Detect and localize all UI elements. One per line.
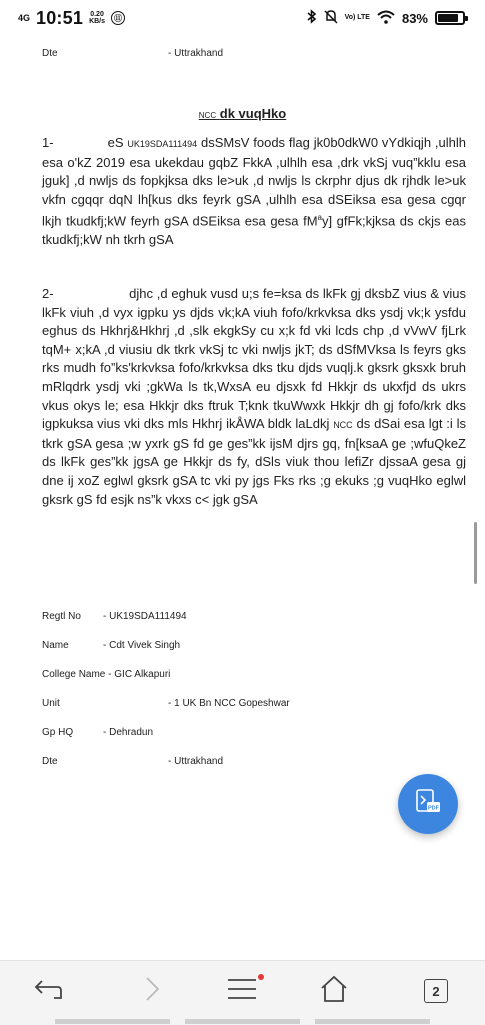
gesture-bar-left (55, 1019, 170, 1024)
tabs-button[interactable] (416, 971, 456, 1011)
page-title (0, 106, 485, 121)
speed-unit: KB/s (89, 18, 106, 25)
bottom-navigation-bar (0, 960, 485, 1025)
volte-indicator: Vo) LTE (344, 14, 370, 21)
pdf-badge: PDF (428, 805, 439, 811)
wifi-icon (377, 10, 395, 27)
gesture-bar-right (315, 1019, 430, 1024)
field-label-college-text: College Name (42, 669, 106, 680)
menu-icon (226, 977, 258, 1006)
field-label-regtl-no: Regtl No (42, 611, 81, 622)
tab-count-badge: 2 (424, 979, 448, 1003)
paragraph-2-number: 2- (42, 286, 54, 301)
paragraph-2 (42, 285, 466, 509)
scrollbar-thumb[interactable] (474, 522, 477, 584)
paragraph-2-text-b: ds dSai esa lgt :i ls tkrk gSA gesa ;w yxrk gS fd ge ges”kk ijsM djrs gq, fn[ksaA ge ;wfuQkeZ ds lkFk ges”kk jgsA ge Hkkjr ds fy, dSls viuk thou lefiZr djssaA gesa gj dne ij xoZ eglwl gksrk gSA tc vki py jgs Fks rks ;g ekuks ;g vuqHko eglwl gksrk gS fd esjk ns”k vkxs c< jgk gSA (42, 416, 466, 507)
status-bar (0, 0, 485, 36)
menu-button[interactable] (222, 971, 262, 1011)
field-label-unit: Unit (42, 698, 60, 709)
field-label-gp-hq: Gp HQ (42, 727, 74, 738)
pdf-convert-button[interactable] (398, 774, 458, 834)
field-label-college (42, 669, 170, 680)
field-label-dte: Dte (42, 756, 58, 767)
title-text: dk vuqHko (219, 106, 287, 121)
network-speed (89, 11, 105, 25)
paragraph-1-number: 1- (42, 135, 54, 150)
registration-number: UK19SDA111494 (127, 139, 198, 149)
field-label-name: Name (42, 640, 69, 651)
battery-percent: 83% (401, 10, 428, 26)
pdf-convert-icon (413, 787, 443, 822)
paragraph-1-sup: a (317, 213, 322, 223)
field-value-dte: - Uttrakhand (168, 756, 224, 767)
top-field-value: - Uttrakhand (168, 48, 224, 59)
back-button[interactable] (28, 971, 68, 1011)
bluetooth-icon (307, 9, 317, 27)
home-button[interactable] (314, 971, 354, 1011)
ncc-inline: NCC (333, 420, 353, 431)
mute-icon (324, 9, 338, 27)
notification-app-icon: ⑪ (111, 11, 125, 25)
paragraph-1-text-c: y] gfFk;kjksa ds ckjs eas tkudkfj;kW nh tkrh gSA (42, 213, 466, 248)
clock: 10:51 (36, 7, 84, 28)
notification-dot (258, 974, 264, 980)
battery-icon (435, 11, 465, 25)
speed-value: 0.20 (90, 11, 104, 18)
field-value-regtl-no: - UK19SDA111494 (103, 611, 187, 622)
status-left (18, 8, 125, 29)
status-right (307, 9, 465, 27)
title-prefix: NCC (198, 111, 217, 120)
home-icon (319, 975, 349, 1008)
forward-icon (142, 975, 162, 1008)
forward-button[interactable] (132, 971, 172, 1011)
top-field-label: Dte (42, 48, 58, 59)
paragraph-2-text-a: djhc ,d eghuk vusd u;s fe=ksa ds lkFk gj dksbZ vius & vius lkFk viuh ,d vyx igpku ys djds vk;kA viuh fofo/krkvksa dks ysdj vk;k ysfdu eghus ds Hkhrj&Hkhrj ,d ,slk ekgkSy cu x;k fd vki lcds chp ,d vVwV fjLrk tqM+ x;kA ,d viusiu dk tkrk vkSj tc vki nwljs jkT; ds dSfMVksa ls feyrs gks rks mudh fo”ks'krkvksa fofo/krkvksa dks tku djds vuqlj.k gksrk gksxk bruh mRlqdrk ysdj vki ;gkWa ls tk,WxsA eu djsxk fd Hkkjr ds ukxfjd ds ukrs vkus okys le; esa Hkkjr dks ftruk T;knk tkuWwxk Hkkjr dh gj fofo/krk dks igpkuksa vius vki dks mls Hkhrj ikÅWA bldk laLdkj (42, 286, 466, 432)
paragraph-1-text-a: eS (107, 135, 128, 150)
field-value-college: - GIC Alkapuri (108, 669, 171, 680)
paragraph-1-text-b: dsSMsV foods flag jk0b0dkW0 vYdkiqjh ,ulhlh esa o'kZ 2019 esa ukekdau gqbZ FkkA ,ulhlh esa ,drk vkSj vuq”kklu esa jguk] ,d nwljs ds fopkjksa dks le>uk ,d nwljs ls ckrphr djus dk rjhdk le>uk vkfn cgqqr dqN lh[kus dks feyrk gSA ,ulhlh esa dSEiksa esa gesa cgqr lkjh tkudkfj;kW feyrh gSA dSEiksa esa gesa fM (42, 135, 466, 229)
field-value-unit: - 1 UK Bn NCC Gopeshwar (168, 698, 290, 709)
gesture-bar-center (185, 1019, 300, 1024)
back-icon (32, 976, 64, 1007)
field-value-name: - Cdt Vivek Singh (103, 640, 181, 651)
battery-fill (438, 14, 458, 22)
network-type: 4G (18, 12, 31, 23)
paragraph-1 (42, 134, 466, 250)
field-value-gp-hq: - Dehradun (103, 727, 154, 738)
